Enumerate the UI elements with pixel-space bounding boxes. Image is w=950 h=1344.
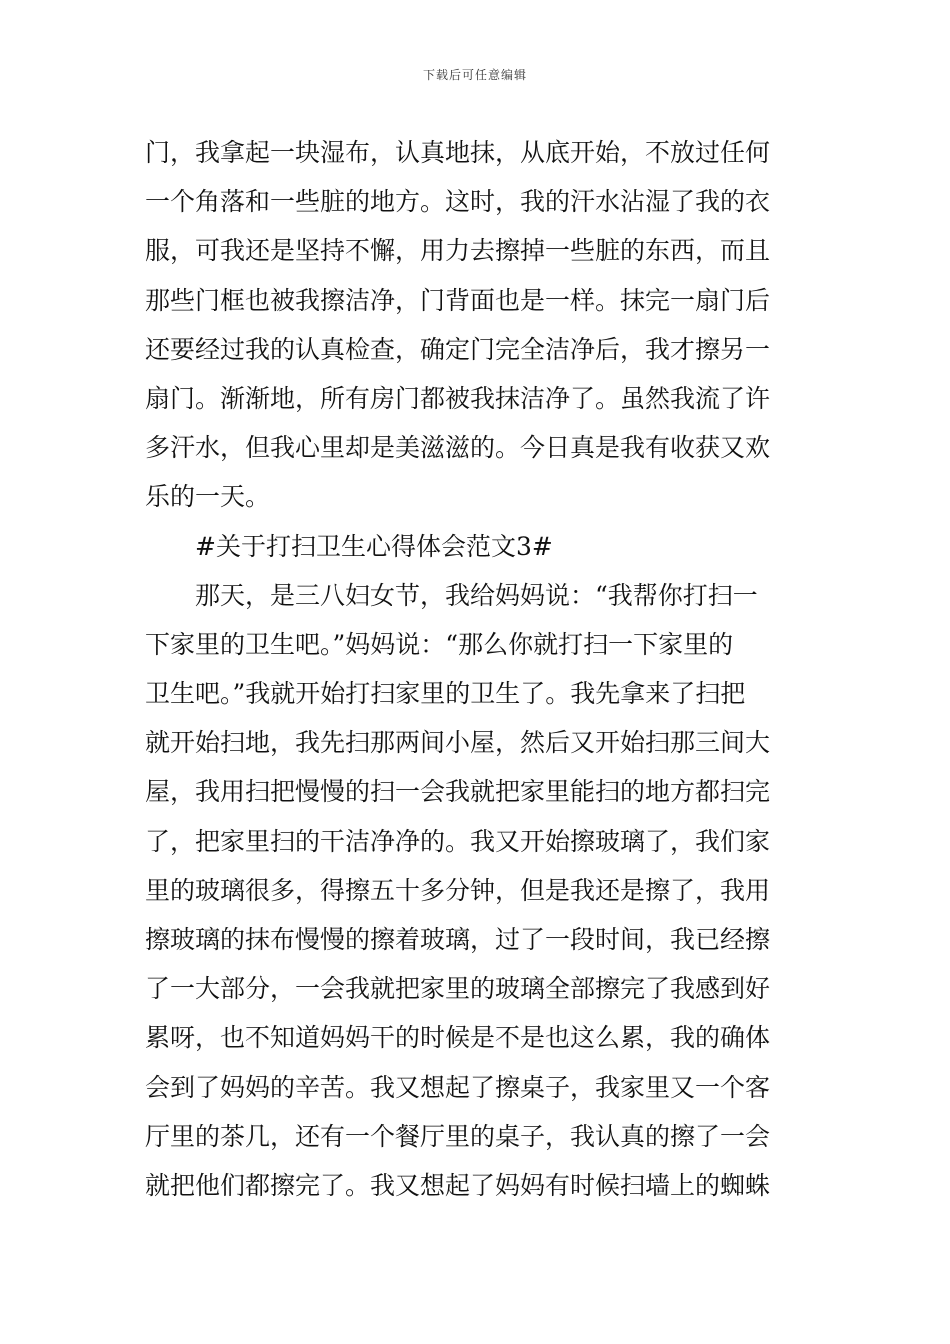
text-line: 那些门框也被我擦洁净，门背面也是一样。抹完一扇门后: [145, 285, 771, 315]
text-line: 一个角落和一些脏的地方。这时，我的汗水沾湿了我的衣: [145, 187, 771, 217]
text-line: 屋，我用扫把慢慢的扫一会我就把家里能扫的地方都扫完: [145, 777, 771, 807]
text-line: 下家里的卫生吧。”妈妈说：“那么你就打扫一下家里的: [145, 629, 734, 659]
text-line: 里的玻璃很多，得擦五十多分钟，但是我还是擦了，我用: [145, 875, 771, 905]
text-line: 乐的一天。: [145, 482, 271, 512]
text-line: 多汗水，但我心里却是美滋滋的。今日真是我有收获又欢: [145, 433, 771, 463]
text-line: 累呀，也不知道妈妈干的时候是不是也这么累，我的确体: [145, 1023, 771, 1053]
text-line: 厅里的茶几，还有一个餐厅里的桌子，我认真的擦了一会: [145, 1121, 771, 1151]
text-line: 服，可我还是坚持不懈，用力去擦掉一些脏的东西，而且: [145, 236, 771, 266]
text-line: 门，我拿起一块湿布，认真地抹，从底开始，不放过任何: [145, 138, 771, 167]
text-line: 就开始扫地，我先扫那两间小屋，然后又开始扫那三间大: [145, 728, 771, 758]
text-line: 还要经过我的认真检查，确定门完全洁净后，我才擦另一: [145, 334, 771, 364]
text-line: 扇门。渐渐地，所有房门都被我抹洁净了。虽然我流了许: [145, 383, 771, 413]
text-line: 了，把家里扫的干洁净净的。我又开始擦玻璃了，我们家: [145, 826, 771, 856]
page-header: 下载后可任意编辑: [422, 68, 527, 82]
text-line: 那天，是三八妇女节，我给妈妈说：“我帮你打扫一: [195, 580, 758, 610]
text-line: 了一大部分，一会我就把家里的玻璃全部擦完了我感到好: [145, 974, 771, 1004]
text-line: 就把他们都擦完了。我又想起了妈妈有时候扫墙上的蜘蛛: [145, 1170, 771, 1200]
document-body: [145, 128, 810, 1210]
text-line: 会到了妈妈的辛苦。我又想起了擦桌子，我家里又一个客: [145, 1072, 771, 1102]
section-heading: #关于打扫卫生心得体会范文3#: [195, 531, 553, 561]
text-line: 擦玻璃的抹布慢慢的擦着玻璃，过了一段时间，我已经擦: [145, 925, 771, 954]
text-line: 卫生吧。”我就开始打扫家里的卫生了。我先拿来了扫把: [145, 679, 746, 709]
